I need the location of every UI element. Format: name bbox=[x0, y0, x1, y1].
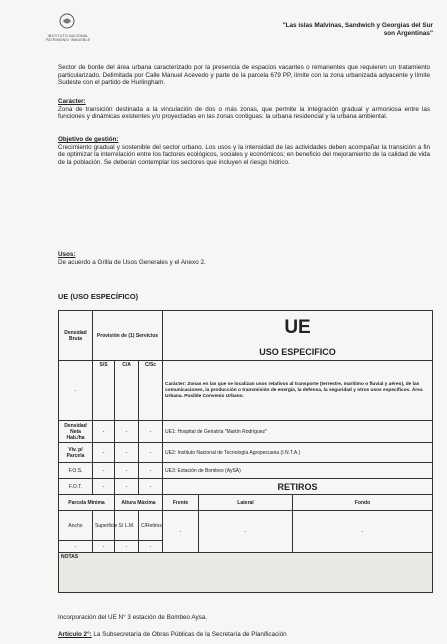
lateral-label: Lateral bbox=[199, 495, 293, 511]
cell-value: - bbox=[115, 463, 139, 479]
objetivo-text: Crecimiento gradual y sostenible del sector urbano. Los usos y la intensidad de las actividades deben acompañar la transición a fin de optimizar la interrelación entre los factores ecológicos, sociales y económicos; en beneficio del mejoramiento de la calidad de vida de la población. Se deberán contemplar los sectores que incluyen el riesgo hídrico. bbox=[58, 143, 430, 166]
notas-label: NOTAS bbox=[59, 553, 433, 593]
articulo-text: La Subsecretaría de Obras Públicas de la Secretaría de Planificación bbox=[93, 631, 287, 638]
provision-servicios-label: Provisión de (1) Servicios bbox=[93, 311, 163, 361]
ue-table bbox=[58, 310, 433, 593]
ue3-row: UE3: Estación de Bombeo (AySA) bbox=[163, 463, 433, 479]
cell-value: - bbox=[139, 479, 163, 495]
cell-value: - bbox=[59, 541, 93, 553]
cell-value: - bbox=[93, 479, 115, 495]
incorporacion-text: Incorporación del UE N° 3 estación de Bombeo Aysa. bbox=[58, 614, 208, 621]
motto: "Las islas Malvinas, Sandwich y Georgias del Sur son Argentinas" bbox=[282, 22, 433, 37]
logo-caption: INSTITUTO NACIONAL PATRIMONIO INMUEBLE bbox=[45, 34, 91, 42]
superficie-label: Superficie bbox=[93, 511, 115, 541]
cell-value: - bbox=[93, 421, 115, 443]
cell-value: - bbox=[139, 421, 163, 443]
articulo-paragraph bbox=[58, 631, 430, 638]
usos-section bbox=[58, 251, 430, 266]
ue-title: UE bbox=[163, 311, 433, 345]
parcela-minima-label: Parcela Mínima bbox=[59, 495, 115, 511]
institution-logo bbox=[38, 12, 98, 48]
altura-maxima-label: Altura Máxima bbox=[115, 495, 163, 511]
cell-value: - bbox=[93, 541, 115, 553]
caracter-heading: Carácter: bbox=[58, 98, 86, 105]
svc-csc-header: C/Sc bbox=[139, 361, 163, 421]
cell-value: - bbox=[115, 443, 139, 463]
densidad-bruta-value: - bbox=[59, 361, 93, 421]
usos-text: De acuerdo a Grilla de Usos Generales y el Anexo 2. bbox=[58, 258, 206, 266]
retiros-title: RETIROS bbox=[163, 479, 433, 495]
cell-value: - bbox=[115, 421, 139, 443]
ue1-row: UE1: Hospital de Geriatría "Martín Rodríguez" bbox=[163, 421, 433, 443]
caracter-description: Carácter: Zonas en las que se localizan usos relativos al transporte (terrestre, marítimo o fluvial y aéreo), de las comunicaciones, la producción o transmisión de energía, la defensa, la seguridad y otros usos específicos. Área Urbana. Posible Convenio Urbano. bbox=[163, 361, 433, 421]
section-title: UE (USO ESPECÍFICO) bbox=[58, 292, 139, 301]
fondo-label: Fondo bbox=[293, 495, 433, 511]
viv-parcela-label: Viv. p/ Parcela bbox=[59, 443, 93, 463]
lateral-value: - bbox=[199, 511, 293, 553]
cell-value: - bbox=[93, 463, 115, 479]
cell-value: - bbox=[139, 541, 163, 553]
objetivo-section bbox=[58, 136, 430, 166]
cell-value: - bbox=[93, 443, 115, 463]
cell-value: - bbox=[115, 541, 139, 553]
frente-label: Frente bbox=[163, 495, 199, 511]
fos-label: F.O.S. bbox=[59, 463, 93, 479]
cell-value: - bbox=[139, 443, 163, 463]
fot-label: F.O.T. bbox=[59, 479, 93, 495]
cell-value: - bbox=[115, 479, 139, 495]
uso-especifico-title: USO ESPECIFICO bbox=[163, 345, 433, 361]
usos-heading: Usos: bbox=[58, 251, 76, 258]
caracter-section bbox=[58, 98, 430, 121]
densidad-bruta-label: Densidad Bruta bbox=[59, 311, 93, 361]
intro-paragraph: Sector de borde del área urbana caracterizado por la presencia de espacios vacantes o remanentes que requieren un tratamiento particularizado. Delimitada por Calle Manuel Acevedo y parte de la parcela 679 PP, límite con la zona urbanizada adyacente y límite Sudeste con el partido de Hurlingham. bbox=[58, 64, 430, 87]
densidad-neta-label: Densidad Neta Hab./ha bbox=[59, 421, 93, 443]
objetivo-heading: Objetivo de gestión: bbox=[58, 136, 119, 143]
fondo-value: - bbox=[293, 511, 433, 553]
caracter-text: Zona de transición destinada a la vinculación de dos o más zonas, que permite la integración gradual y armoniosa entre las funciones y dinámicas existentes y/o proyectadas en las zonas contiguas: la urbana residencial y la urbana ambiental. bbox=[58, 105, 430, 121]
emblem-icon bbox=[56, 12, 78, 30]
frente-value: - bbox=[163, 511, 199, 553]
slm-label: S/ L.M. bbox=[115, 511, 139, 541]
svc-ca-header: C/A bbox=[115, 361, 139, 421]
articulo-label: Artículo 2°: bbox=[58, 631, 92, 638]
ue2-row: UE2: Instituto Nacional de Tecnología Agropecuaria (I.N.T.A.) bbox=[163, 443, 433, 463]
cell-value: - bbox=[139, 463, 163, 479]
ancho-label: Ancho bbox=[59, 511, 93, 541]
svc-ss-header: S/S bbox=[93, 361, 115, 421]
c-retiros-label: C/Retiros bbox=[139, 511, 163, 541]
